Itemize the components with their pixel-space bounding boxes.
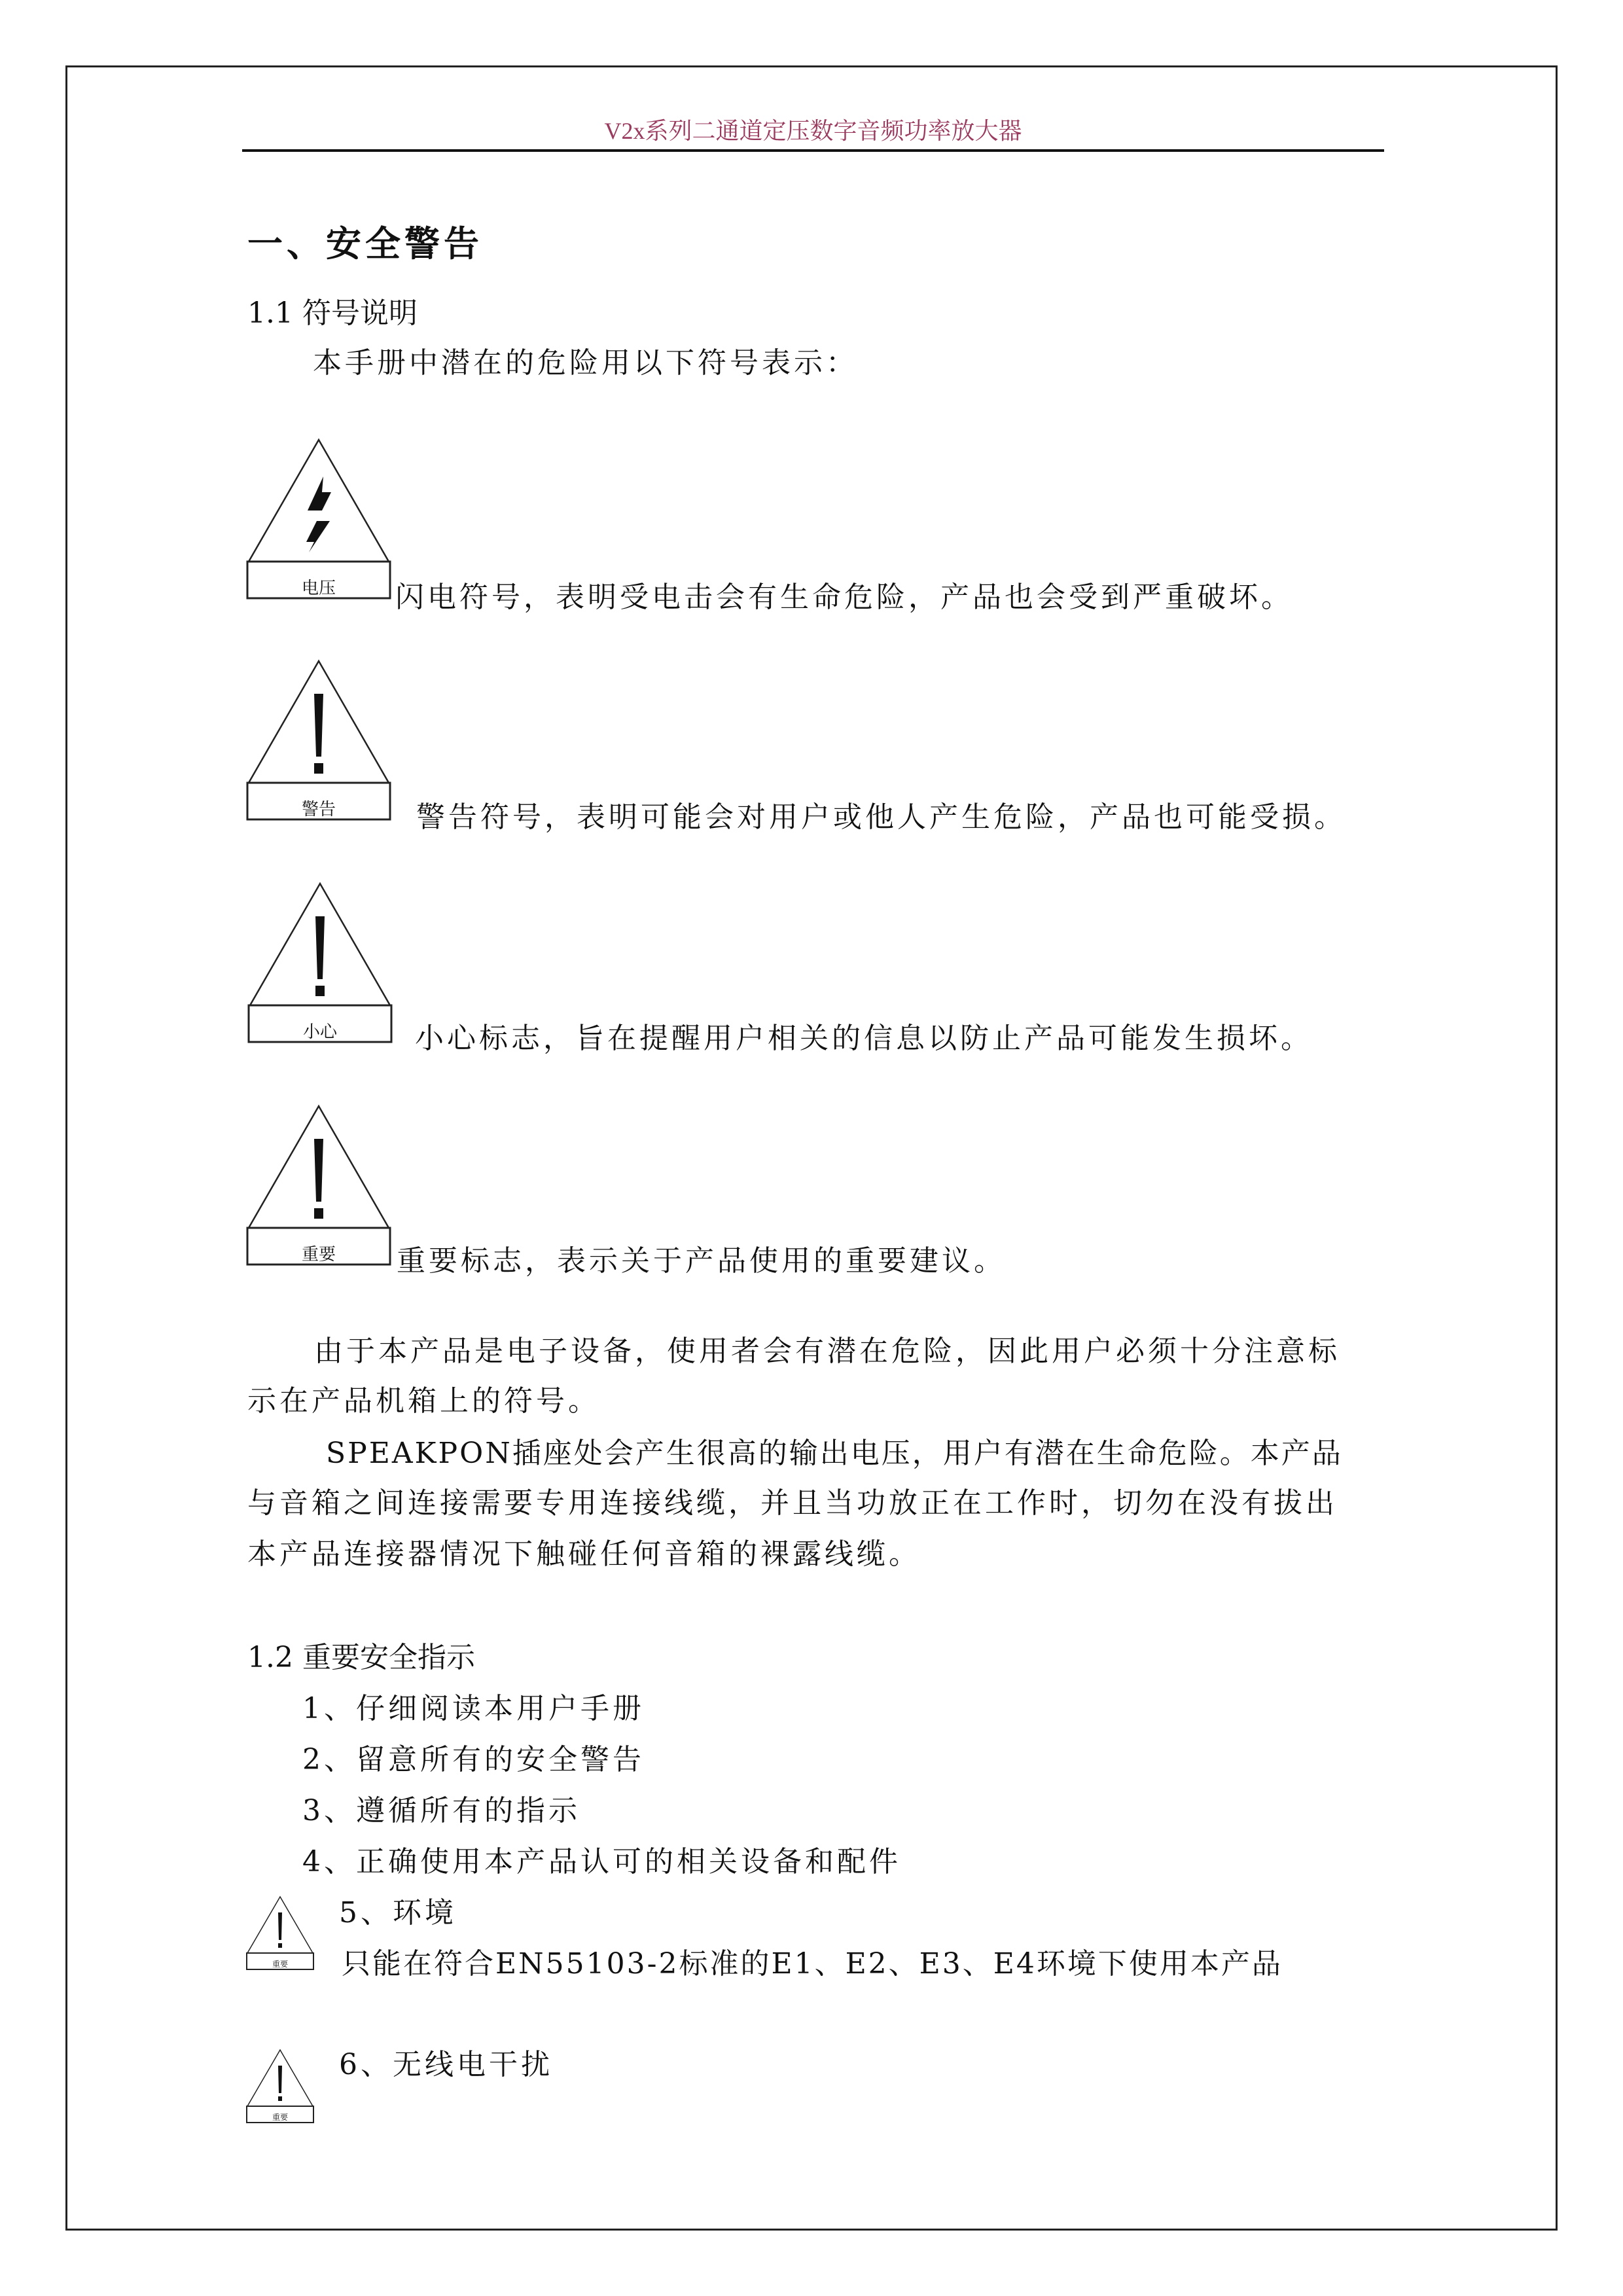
exclamation-warning-icon [246, 2049, 314, 2125]
symbol-description: 警告符号，表明可能会对用户或他人产生危险，产品也可能受损。 [416, 800, 1346, 834]
subsection-1-1-title: 1.1 符号说明 [247, 296, 418, 330]
lightning-warning-icon [246, 437, 391, 601]
list-item: 4、正确使用本产品认可的相关设备和配件 [302, 1845, 901, 1878]
sign-label: 重要 [272, 1960, 288, 1969]
sign-label: 小心 [302, 1022, 337, 1042]
list-item: 3、遵循所有的指示 [302, 1794, 580, 1827]
sign-label: 警告 [301, 800, 336, 819]
sign-label: 电压 [301, 579, 336, 598]
notes-paragraph-line: 与音箱之间连接需要专用连接线缆，并且当功放正在工作时，切勿在没有拔出 [247, 1486, 1338, 1520]
subsection-1-1-intro: 本手册中潜在的危险用以下符号表示： [313, 346, 858, 380]
section-title: 一、安全警告 [247, 223, 483, 264]
exclamation-warning-icon [247, 881, 393, 1045]
list-item: 只能在符合EN55103-2标准的E1、E2、E3、E4环境下使用本产品 [342, 1947, 1283, 1981]
list-item: 1、仔细阅读本用户手册 [302, 1692, 645, 1725]
notes-paragraph-line: 示在产品机箱上的符号。 [247, 1384, 600, 1418]
exclamation-warning-icon [246, 658, 391, 822]
exclamation-warning-icon [246, 1103, 391, 1267]
notes-paragraph-line: 本产品连接器情况下触碰任何音箱的裸露线缆。 [247, 1537, 921, 1571]
symbol-description: 闪电符号，表明受电击会有生命危险，产品也会受到严重破坏。 [395, 581, 1293, 614]
list-item: 6、无线电干扰 [339, 2048, 553, 2081]
exclamation-warning-icon [246, 1895, 314, 1971]
running-header-title: V2x系列二通道定压数字音频功率放大器 [604, 118, 1022, 144]
notes-paragraph-line: SPEAKPON插座处会产生很高的输出电压，用户有潜在生命危险。本产品 [326, 1437, 1343, 1470]
notes-paragraph-line: 由于本产品是电子设备，使用者会有潜在危险，因此用户必须十分注意标 [314, 1335, 1340, 1368]
list-item: 2、留意所有的安全警告 [302, 1743, 645, 1776]
list-item: 5、环境 [339, 1896, 457, 1929]
symbol-description: 小心标志，旨在提醒用户相关的信息以防止产品可能发生损坏。 [415, 1022, 1313, 1055]
sign-label: 重要 [272, 2113, 288, 2122]
symbol-description: 重要标志，表示关于产品使用的重要建议。 [397, 1244, 1006, 1278]
subsection-1-2-title: 1.2 重要安全指示 [247, 1641, 475, 1674]
header-rule [242, 149, 1384, 152]
sign-label: 重要 [301, 1245, 336, 1265]
